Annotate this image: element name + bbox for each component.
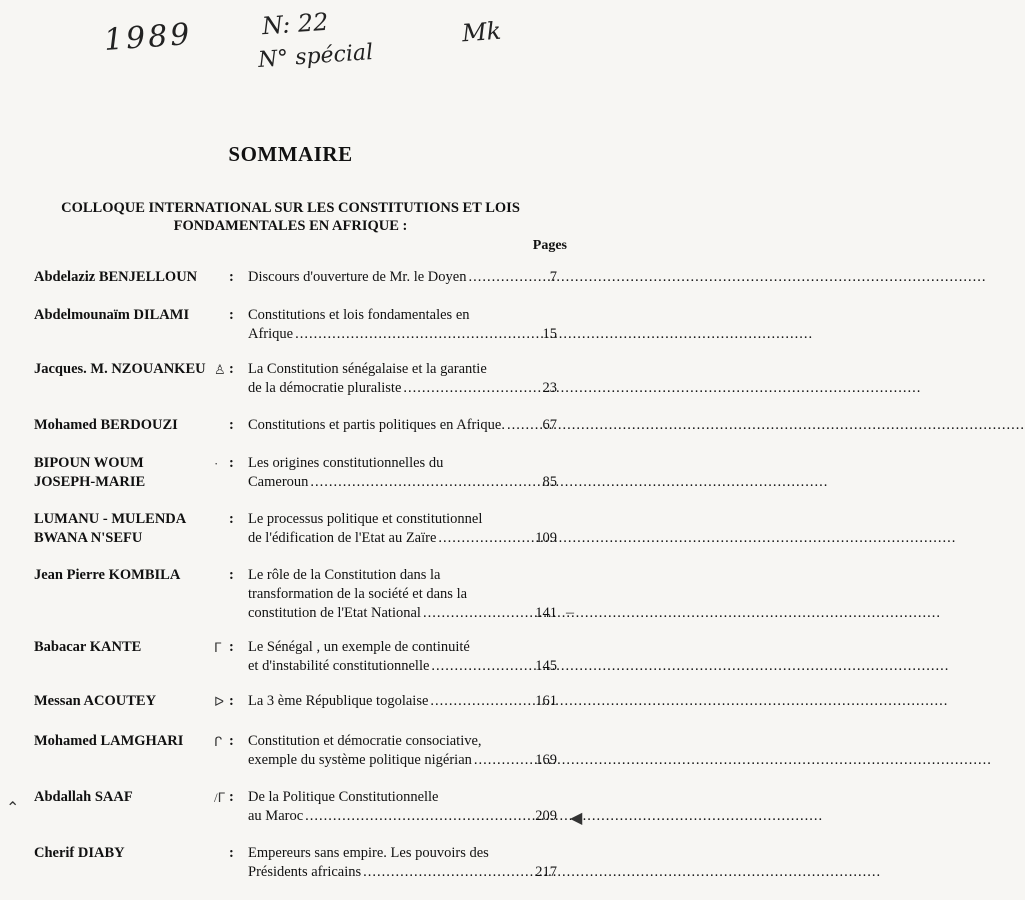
toc-colon: : bbox=[229, 845, 234, 861]
dot-leader bbox=[310, 473, 828, 492]
dot-leader bbox=[423, 604, 941, 623]
handwritten-year: 1989 bbox=[102, 16, 194, 59]
toc-page-number: 169 bbox=[535, 752, 557, 768]
handwritten-tick-mark: ♙ bbox=[214, 362, 226, 377]
toc-colon: : bbox=[229, 639, 234, 655]
handwritten-tick-mark: ᐅ bbox=[214, 694, 224, 709]
handwritten-tick-mark: ᒋ bbox=[214, 734, 223, 749]
toc-author bbox=[34, 454, 229, 492]
toc-description-line: au Maroc bbox=[248, 808, 304, 824]
toc-page-number: 67 bbox=[542, 417, 557, 433]
toc-author bbox=[34, 306, 229, 325]
handwritten-special-note: N° spécial bbox=[257, 40, 374, 73]
toc-description bbox=[248, 732, 528, 770]
toc-colon: : bbox=[229, 361, 234, 377]
toc-description bbox=[248, 788, 528, 826]
margin-edge-mark: ◀ bbox=[570, 810, 583, 827]
toc-author-line: Jacques. M. NZOUANKEU bbox=[34, 361, 206, 377]
toc-author-line: Abdelaziz BENJELLOUN bbox=[34, 269, 198, 285]
margin-tick-mark: – bbox=[566, 604, 574, 621]
toc-author-line: Mohamed BERDOUZI bbox=[34, 417, 178, 433]
toc-description bbox=[248, 566, 528, 623]
colloquium-subtitle: COLLOQUE INTERNATIONAL SUR LES CONSTITUTIONS ET LOIS FONDAMENTALES EN AFRIQUE : bbox=[61, 200, 520, 234]
toc-description-line: Le rôle de la Constitution dans la bbox=[248, 567, 441, 583]
handwritten-initials: Mk bbox=[461, 16, 503, 48]
toc-author bbox=[34, 692, 229, 711]
pages-column-header: Pages bbox=[532, 238, 567, 253]
toc-description bbox=[248, 306, 528, 344]
toc-author-line: Mohamed LAMGHARI bbox=[34, 733, 184, 749]
toc-page-number: 15 bbox=[542, 326, 557, 342]
toc-description-line: exemple du système politique nigérian bbox=[248, 752, 472, 768]
toc-author-line: Abdelmounaïm DILAMI bbox=[34, 307, 190, 323]
toc-colon: : bbox=[229, 789, 234, 805]
toc-author-line: Cherif DIABY bbox=[34, 845, 125, 861]
toc-colon: : bbox=[229, 733, 234, 749]
toc-description-line: Afrique bbox=[248, 326, 294, 342]
margin-arrow-mark: ⌃ bbox=[6, 800, 20, 817]
dot-leader bbox=[507, 416, 1025, 435]
toc-colon: : bbox=[229, 511, 234, 527]
handwritten-issue-number: N: 22 bbox=[261, 7, 330, 41]
toc-description-line: et d'instabilité constitutionnelle bbox=[248, 658, 430, 674]
toc-description bbox=[248, 844, 528, 882]
toc-author bbox=[34, 844, 229, 863]
toc-description-line: De la Politique Constitutionnelle bbox=[248, 789, 439, 805]
toc-colon: : bbox=[229, 307, 234, 323]
toc-description-line: Présidents africains bbox=[248, 864, 362, 880]
toc-description bbox=[248, 360, 528, 398]
toc-description-line: de l'édification de l'Etat au Zaïre bbox=[248, 530, 437, 546]
toc-description-line: Empereurs sans empire. Les pouvoirs des bbox=[248, 845, 489, 861]
toc-page-number: 141 bbox=[535, 605, 557, 621]
toc-description-line: Constitutions et lois fondamentales en bbox=[248, 307, 470, 323]
toc-author-line: Messan ACOUTEY bbox=[34, 693, 157, 709]
toc-description bbox=[248, 638, 528, 676]
toc-description-line: transformation de la société et dans la bbox=[248, 586, 468, 602]
toc-author bbox=[34, 638, 229, 657]
toc-description-line: de la démocratie pluraliste bbox=[248, 380, 402, 396]
toc-author-line: Abdallah SAAF bbox=[34, 789, 133, 805]
toc-page-number: 23 bbox=[542, 380, 557, 396]
toc-description-line: La Constitution sénégalaise et la garantie bbox=[248, 361, 487, 377]
toc-author-line: BWANA N'SEFU bbox=[34, 530, 143, 546]
toc-description-line: Cameroun bbox=[248, 474, 309, 490]
toc-page-number: 145 bbox=[535, 658, 557, 674]
toc-author bbox=[34, 360, 229, 379]
toc-description-line: constitution de l'Etat National bbox=[248, 605, 421, 621]
toc-author-line: Jean Pierre KOMBILA bbox=[34, 567, 181, 583]
toc-description bbox=[248, 416, 528, 435]
toc-description-line: Constitutions et partis politiques en Afrique. bbox=[248, 417, 505, 433]
toc-colon: : bbox=[229, 269, 234, 285]
handwritten-tick-mark: /ᒥ bbox=[214, 790, 225, 805]
toc-colon: : bbox=[229, 417, 234, 433]
toc-page-number: 85 bbox=[542, 474, 557, 490]
toc-author bbox=[34, 788, 229, 807]
toc-author-line: Babacar KANTE bbox=[34, 639, 142, 655]
toc-page-number: 161 bbox=[535, 693, 557, 709]
toc-description bbox=[248, 692, 528, 711]
dot-leader bbox=[431, 657, 949, 676]
toc-colon: : bbox=[229, 567, 234, 583]
toc-description-line: Le processus politique et constitutionnel bbox=[248, 511, 483, 527]
toc-author bbox=[34, 566, 229, 585]
toc-description bbox=[248, 454, 528, 492]
toc-description-line: La 3 ème République togolaise bbox=[248, 693, 429, 709]
toc-author-line: LUMANU - MULENDA bbox=[34, 511, 187, 527]
toc-page-number: 217 bbox=[535, 864, 557, 880]
handwritten-tick-mark: ᒥ bbox=[214, 640, 222, 655]
dot-leader bbox=[363, 863, 881, 882]
toc-author bbox=[34, 416, 229, 435]
dot-leader bbox=[305, 807, 823, 826]
toc-author bbox=[34, 510, 229, 548]
toc-description bbox=[248, 268, 528, 287]
toc-description-line: Constitution et démocratie consociative, bbox=[248, 733, 482, 749]
toc-page-number: 109 bbox=[535, 530, 557, 546]
dot-leader bbox=[403, 379, 921, 398]
dot-leader bbox=[430, 692, 948, 711]
toc-colon: : bbox=[229, 693, 234, 709]
toc-description-line: Les origines constitutionnelles du bbox=[248, 455, 444, 471]
toc-page-number: 7 bbox=[549, 269, 557, 285]
toc-description bbox=[248, 510, 528, 548]
toc-page-number: 209 bbox=[535, 808, 557, 824]
toc-description-line: Discours d'ouverture de Mr. le Doyen bbox=[248, 269, 467, 285]
toc-author bbox=[34, 732, 229, 751]
handwritten-tick-mark: · bbox=[214, 456, 219, 471]
toc-author bbox=[34, 268, 229, 287]
toc-author-line: JOSEPH-MARIE bbox=[34, 474, 146, 490]
page-title: SOMMAIRE bbox=[228, 142, 353, 166]
toc-colon: : bbox=[229, 455, 234, 471]
toc-description-line: Le Sénégal , un exemple de continuité bbox=[248, 639, 470, 655]
toc-author-line: BIPOUN WOUM bbox=[34, 455, 144, 471]
